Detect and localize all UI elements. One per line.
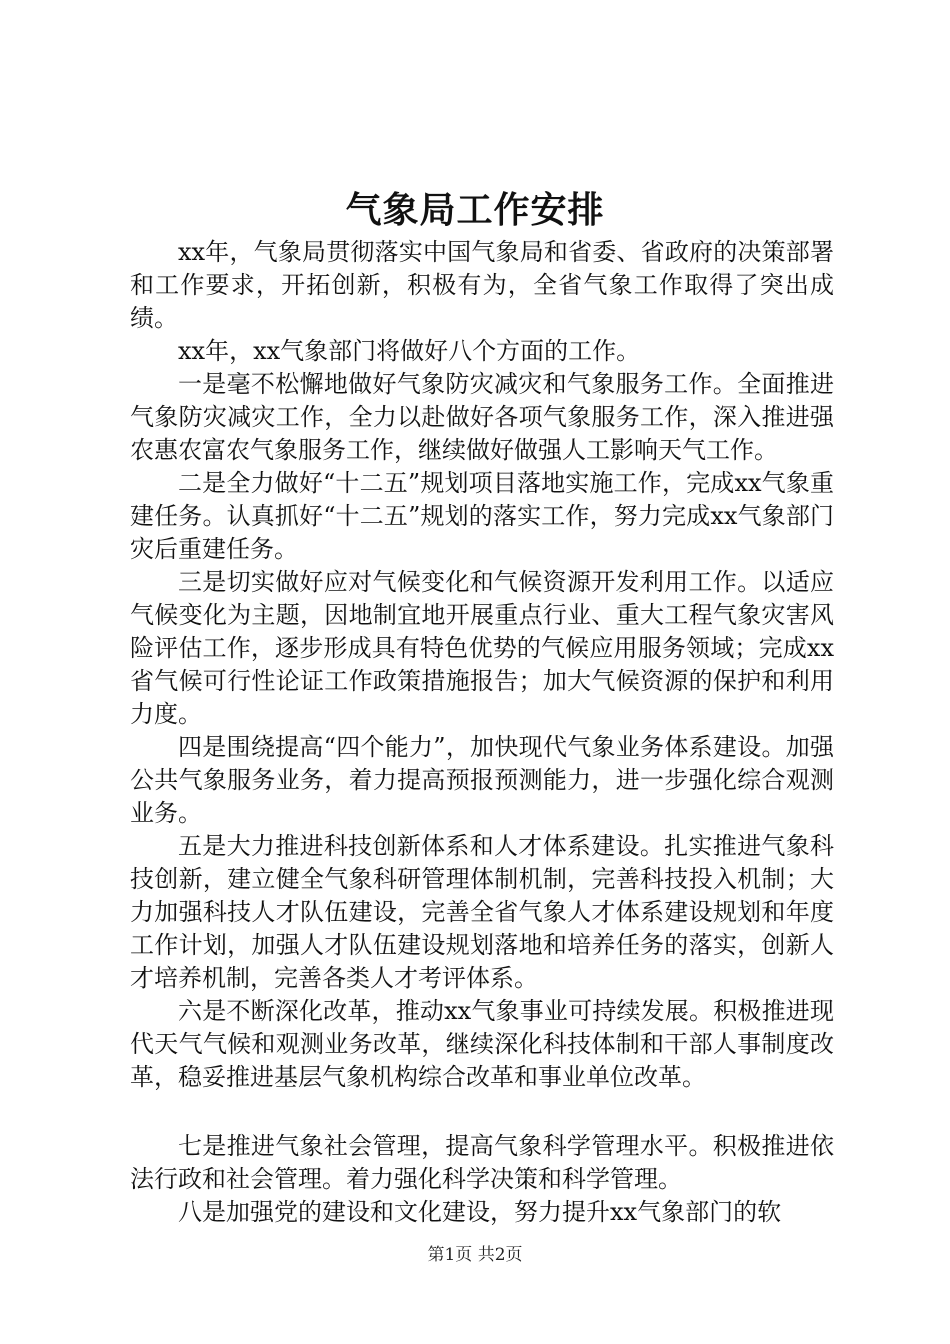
document-body [130, 236, 834, 1229]
paragraph-item-8: 八是加强党的建设和文化建设，努力提升xx气象部门的软 [178, 1198, 782, 1226]
paragraph-item-3: 三是切实做好应对气候变化和气候资源开发利用工作。以适应气候变化为主题，因地制宜地开展重点行业、重大工程气象灾害风险评估工作，逐步形成具有特色优势的气候应用服务领域；完成xx省气候可行性论证工作政策措施报告；加大气候资源的保护和利用力度。 [130, 568, 834, 728]
paragraph-item-2: 二是全力做好“十二五”规划项目落地实施工作，完成xx气象重建任务。认真抓好“十二五”规划的落实工作，努力完成xx气象部门灾后重建任务。 [130, 469, 834, 563]
page-number-footer: 第1页 共2页 [427, 1245, 523, 1265]
paragraph-item-6: 六是不断深化改革，推动xx气象事业可持续发展。积极推进现代天气气候和观测业务改革，继续深化科技体制和干部人事制度改革，稳妥推进基层气象机构综合改革和事业单位改革。 [130, 997, 834, 1091]
paragraph-item-1: 一是毫不松懈地做好气象防灾减灾和气象服务工作。全面推进气象防灾减灾工作，全力以赴做好各项气象服务工作，深入推进强农惠农富农气象服务工作，继续做好做强人工影响天气工作。 [130, 370, 834, 464]
paragraph-intro: xx年，气象局贯彻落实中国气象局和省委、省政府的决策部署和工作要求，开拓创新，积极有为，全省气象工作取得了突出成绩。 [130, 238, 834, 332]
paragraph-item-4: 四是围绕提高“四个能力”，加快现代气象业务体系建设。加强公共气象服务业务，着力提高预报预测能力，进一步强化综合观测业务。 [130, 733, 834, 827]
paragraph-item-7: 七是推进气象社会管理，提高气象科学管理水平。积极推进依法行政和社会管理。着力强化科学决策和科学管理。 [130, 1132, 834, 1193]
document-title: 气象局工作安排 [345, 189, 605, 231]
paragraph-overview: xx年，xx气象部门将做好八个方面的工作。 [178, 337, 641, 365]
paragraph-item-5: 五是大力推进科技创新体系和人才体系建设。扎实推进气象科技创新，建立健全气象科研管理体制机制，完善科技投入机制；大力加强科技人才队伍建设，完善全省气象人才体系建设规划和年度工作计划，加强人才队伍建设规划落地和培养任务的落实，创新人才培养机制，完善各类人才考评体系。 [130, 832, 834, 992]
